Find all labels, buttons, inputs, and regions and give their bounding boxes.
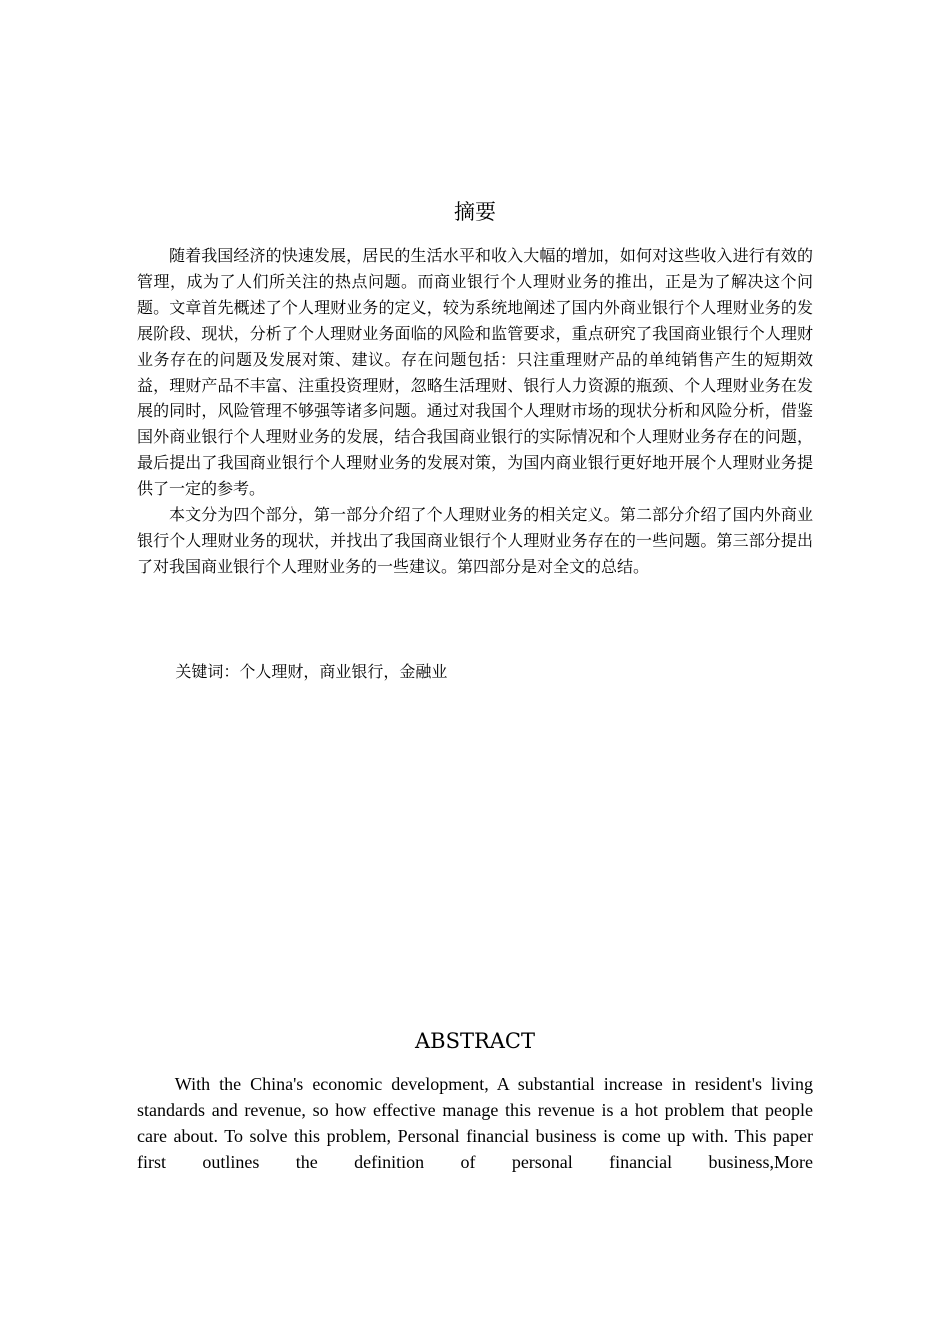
chinese-abstract-paragraph-2: 本文分为四个部分，第一部分介绍了个人理财业务的相关定义。第二部分介绍了国内外商业银行个人理财业务的现状，并找出了我国商业银行个人理财业务存在的一些问题。第三部分提出了对我国商业银行个人理财业务的一些建议。第四部分是对全文的总结。 [137,505,813,576]
english-abstract-title: ABSTRACT [414,1029,536,1053]
english-abstract-body [137,1071,813,1175]
english-abstract-paragraph-1: With the China's economic development, A substantial increase in resident's living standards and revenue, so how effective manage this revenue is a hot problem that people care about. To solve this problem, Personal financial business is come up with. This paper first outlines the definition of personal financial business,More [137,1074,813,1172]
keywords-label: 关键词： [175,662,240,681]
chinese-keywords-line [137,659,813,685]
chinese-abstract-paragraph-1: 随着我国经济的快速发展，居民的生活水平和收入大幅的增加，如何对这些收入进行有效的管理，成为了人们所关注的热点问题。而商业银行个人理财业务的推出，正是为了解决这个问题。文章首先概述了个人理财业务的定义，较为系统地阐述了国内外商业银行个人理财业务的发展阶段、现状，分析了个人理财业务面临的风险和监管要求，重点研究了我国商业银行个人理财业务存在的问题及发展对策、建议。存在问题包括：只注重理财产品的单纯销售产生的短期效益，理财产品不丰富、注重投资理财，忽略生活理财、银行人力资源的瓶颈、个人理财业务在发展的同时，风险管理不够强等诸多问题。通过对我国个人理财市场的现状分析和风险分析，借鉴国外商业银行个人理财业务的发展，结合我国商业银行的实际情况和个人理财业务存在的问题，最后提出了我国商业银行个人理财业务的发展对策，为国内商业银行更好地开展个人理财业务提供了一定的参考。 [137,246,813,499]
keywords-value: 个人理财，商业银行，金融业 [239,662,448,681]
chinese-abstract-title: 摘要 [454,200,496,224]
chinese-abstract-body [137,243,813,580]
